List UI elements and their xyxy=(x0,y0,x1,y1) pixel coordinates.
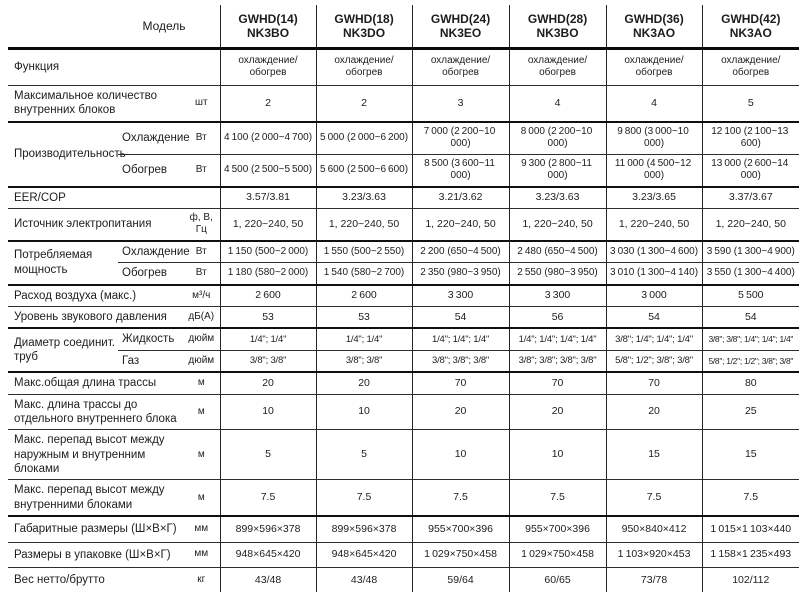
model-name-line1: GWHD(28) xyxy=(527,12,588,26)
value-cell: 3.37/3.67 xyxy=(702,187,799,209)
spec-row-pipe-gas xyxy=(8,350,799,372)
model-header-gwhd24 xyxy=(412,5,509,48)
value-cell: 2 600 xyxy=(220,285,316,307)
value-cell: 7 000 (2 200~10 000) xyxy=(412,122,509,155)
value-cell: 1/4"; 1/4"; 1/4" xyxy=(412,328,509,350)
value-cell: 5/8"; 1/2"; 3/8"; 3/8" xyxy=(606,350,702,372)
model-header-gwhd14 xyxy=(220,5,316,48)
value-cell: 7.5 xyxy=(412,480,509,516)
value-cell: 7.5 xyxy=(509,480,606,516)
value-cell: 8 000 (2 200~10 000) xyxy=(509,122,606,155)
value-cell: 2 350 (980~3 950) xyxy=(412,263,509,285)
spec-row-power-input-cooling xyxy=(8,241,799,263)
model-name-line2: NK3DO xyxy=(343,26,386,41)
spec-row-pipe-liquid xyxy=(8,328,799,350)
value-cell: 3.23/3.63 xyxy=(316,187,412,209)
value-cell: 56 xyxy=(509,307,606,329)
unit-cell: Вт xyxy=(184,122,220,155)
spec-row-max-height-outdoor-indoor xyxy=(8,430,799,480)
value-cell: 1, 220~240, 50 xyxy=(412,208,509,241)
row-label: Макс. перепад высот между наружным и внутренним блоками xyxy=(8,430,184,480)
model-header-gwhd28 xyxy=(509,5,606,48)
sub-label: Охлаждение xyxy=(118,241,184,263)
model-header-gwhd42 xyxy=(702,5,799,48)
value-cell: 11 000 (4 500~12 000) xyxy=(606,154,702,187)
value-cell: 3.57/3.81 xyxy=(220,187,316,209)
unit-cell: м xyxy=(184,394,220,430)
value-cell: 70 xyxy=(509,372,606,394)
row-label: Габаритные размеры (Ш×В×Г) xyxy=(8,516,184,542)
value-cell: 4 500 (2 500~5 500) xyxy=(220,154,316,187)
row-label: Функция xyxy=(14,61,60,74)
spec-row-max-height-indoor xyxy=(8,480,799,516)
value-cell: 2 xyxy=(220,85,316,121)
value-cell: 43/48 xyxy=(220,567,316,592)
value-cell: 70 xyxy=(606,372,702,394)
unit-cell: ф, В, Гц xyxy=(184,208,220,241)
unit-cell xyxy=(184,187,220,209)
value-cell: охлаждение/обогрев xyxy=(509,48,606,85)
spec-row-max-indoor-units xyxy=(8,85,799,121)
value-cell: 948×645×420 xyxy=(316,542,412,567)
unit-cell: м xyxy=(184,372,220,394)
spec-row-max-single-length xyxy=(8,394,799,430)
value-cell: 25 xyxy=(702,394,799,430)
value-cell: 3.23/3.65 xyxy=(606,187,702,209)
value-cell: 7.5 xyxy=(220,480,316,516)
value-cell: 950×840×412 xyxy=(606,516,702,542)
value-cell: 9 300 (2 800~11 000) xyxy=(509,154,606,187)
value-cell: 10 xyxy=(509,430,606,480)
spec-row-dimensions xyxy=(8,516,799,542)
value-cell: 60/65 xyxy=(509,567,606,592)
value-cell: 3 300 xyxy=(412,285,509,307)
value-cell: 7.5 xyxy=(606,480,702,516)
model-name-line2: NK3BO xyxy=(247,26,290,41)
value-cell: 54 xyxy=(412,307,509,329)
unit-cell: мм xyxy=(184,542,220,567)
value-cell: 3 590 (1 300~4 900) xyxy=(702,241,799,263)
value-cell: 8 500 (3 600~11 000) xyxy=(412,154,509,187)
unit-cell: дюйм xyxy=(184,328,220,350)
value-cell: 3 xyxy=(412,85,509,121)
value-cell: 4 xyxy=(509,85,606,121)
value-cell: 3.21/3.62 xyxy=(412,187,509,209)
model-name-line2: NK3EO xyxy=(439,26,482,41)
row-label: Макс. длина трассы до отдельного внутреннего блока xyxy=(8,394,184,430)
value-cell: 4 100 (2 000~4 700) xyxy=(220,122,316,155)
spec-row-sound-pressure xyxy=(8,307,799,329)
model-name-line1: GWHD(42) xyxy=(721,12,781,26)
value-cell: 2 xyxy=(316,85,412,121)
value-cell: 3/8"; 1/4"; 1/4"; 1/4" xyxy=(606,328,702,350)
value-cell: 15 xyxy=(606,430,702,480)
unit-cell: Вт xyxy=(184,154,220,187)
unit-cell: м³/ч xyxy=(184,285,220,307)
unit-cell: шт xyxy=(184,85,220,121)
value-cell: 2 200 (650~4 500) xyxy=(412,241,509,263)
sub-label: Обогрев xyxy=(118,263,184,285)
spec-sheet xyxy=(0,5,806,586)
value-cell: 3 000 xyxy=(606,285,702,307)
model-name-line1: GWHD(24) xyxy=(430,12,491,26)
spec-row-power-input-heating xyxy=(8,263,799,285)
value-cell: 955×700×396 xyxy=(509,516,606,542)
value-cell: 20 xyxy=(509,394,606,430)
row-label: Макс.общая длина трассы xyxy=(8,372,184,394)
model-name-line1: GWHD(36) xyxy=(624,12,684,26)
value-cell: 3 550 (1 300~4 400) xyxy=(702,263,799,285)
value-cell: 3 010 (1 300~4 140) xyxy=(606,263,702,285)
value-cell: 1 180 (580~2 000) xyxy=(220,263,316,285)
spec-table xyxy=(8,5,799,592)
value-cell: 1 029×750×458 xyxy=(509,542,606,567)
row-label: Макс. перепад высот между внутренними блоками xyxy=(8,480,184,516)
value-cell: 3/8"; 3/8"; 3/8" xyxy=(412,350,509,372)
value-cell: 54 xyxy=(702,307,799,329)
sub-label: Обогрев xyxy=(118,154,184,187)
value-cell: 5 500 xyxy=(702,285,799,307)
model-name-line2: NK3AO xyxy=(729,26,772,41)
value-cell: 3/8"; 3/8"; 3/8"; 3/8" xyxy=(509,350,606,372)
value-cell: 3 300 xyxy=(509,285,606,307)
value-cell: 1/4"; 1/4" xyxy=(316,328,412,350)
value-cell: 3 030 (1 300~4 600) xyxy=(606,241,702,263)
value-cell: 53 xyxy=(220,307,316,329)
value-cell: 3.23/3.63 xyxy=(509,187,606,209)
spec-row-capacity-cooling xyxy=(8,122,799,155)
sub-label: Газ xyxy=(118,350,184,372)
value-cell: 1 158×1 235×493 xyxy=(702,542,799,567)
value-cell: 5 xyxy=(702,85,799,121)
sub-label: Жидкость xyxy=(118,328,184,350)
spec-row-eer-cop xyxy=(8,187,799,209)
value-cell: 1, 220~240, 50 xyxy=(702,208,799,241)
value-cell: 3/8"; 3/8"; 1/4"; 1/4"; 1/4" xyxy=(702,328,799,350)
value-cell: 73/78 xyxy=(606,567,702,592)
row-label: Вес нетто/брутто xyxy=(8,567,184,592)
value-cell: 1/4"; 1/4" xyxy=(220,328,316,350)
unit-cell: Вт xyxy=(184,241,220,263)
spec-row-air-flow xyxy=(8,285,799,307)
group-label: Производительность xyxy=(8,122,118,187)
value-cell: 1, 220~240, 50 xyxy=(316,208,412,241)
value-cell: 1 015×1 103×440 xyxy=(702,516,799,542)
value-cell: 80 xyxy=(702,372,799,394)
spec-row-capacity-heating xyxy=(8,154,799,187)
value-cell: 9 800 (3 000~10 000) xyxy=(606,122,702,155)
model-name-line1: GWHD(18) xyxy=(334,12,394,26)
value-cell: 3/8"; 3/8" xyxy=(316,350,412,372)
unit-cell: Вт xyxy=(184,263,220,285)
unit-cell: кг xyxy=(184,567,220,592)
model-header-gwhd18 xyxy=(316,5,412,48)
model-header-gwhd36 xyxy=(606,5,702,48)
value-cell: 5/8"; 1/2"; 1/2"; 3/8"; 3/8" xyxy=(702,350,799,372)
row-label: EER/COP xyxy=(8,187,184,209)
value-cell: 5 xyxy=(316,430,412,480)
unit-cell: м xyxy=(184,480,220,516)
value-cell: 20 xyxy=(316,372,412,394)
spec-row-function xyxy=(8,48,799,85)
value-cell: 12 100 (2 100~13 600) xyxy=(702,122,799,155)
spec-row-package-dimensions xyxy=(8,542,799,567)
model-name-line2: NK3AO xyxy=(633,26,676,41)
spec-row-max-total-length xyxy=(8,372,799,394)
spec-row-power-supply xyxy=(8,208,799,241)
value-cell: 1 540 (580~2 700) xyxy=(316,263,412,285)
value-cell: 1, 220~240, 50 xyxy=(606,208,702,241)
value-cell: 1, 220~240, 50 xyxy=(220,208,316,241)
value-cell: 53 xyxy=(316,307,412,329)
value-cell: охлаждение/обогрев xyxy=(316,48,412,85)
value-cell: 10 xyxy=(220,394,316,430)
value-cell: 10 xyxy=(316,394,412,430)
value-cell: 2 550 (980~3 950) xyxy=(509,263,606,285)
value-cell: 20 xyxy=(220,372,316,394)
value-cell: 5 000 (2 000~6 200) xyxy=(316,122,412,155)
value-cell: охлаждение/обогрев xyxy=(606,48,702,85)
row-label: Источник электропитания xyxy=(8,208,184,241)
row-label: Расход воздуха (макс.) xyxy=(8,285,184,307)
row-label: Уровень звукового давления xyxy=(8,307,184,329)
model-name-line1: GWHD(14) xyxy=(238,12,298,26)
value-cell: 10 xyxy=(412,430,509,480)
value-cell: 13 000 (2 600~14 000) xyxy=(702,154,799,187)
value-cell: 15 xyxy=(702,430,799,480)
spec-row-net-gross-weight xyxy=(8,567,799,592)
value-cell: 7.5 xyxy=(702,480,799,516)
value-cell: 20 xyxy=(412,394,509,430)
value-cell: 1 150 (500~2 000) xyxy=(220,241,316,263)
value-cell: 102/112 xyxy=(702,567,799,592)
value-cell: 54 xyxy=(606,307,702,329)
value-cell: охлаждение/обогрев xyxy=(220,48,316,85)
group-label: Потребляемая мощность xyxy=(8,241,118,285)
value-cell: 43/48 xyxy=(316,567,412,592)
sub-label: Охлаждение xyxy=(118,122,184,155)
unit-cell: мм xyxy=(184,516,220,542)
value-cell: охлаждение/обогрев xyxy=(412,48,509,85)
unit-cell: дБ(А) xyxy=(184,307,220,329)
table-header-row xyxy=(8,5,799,48)
unit-cell: дюйм xyxy=(184,350,220,372)
unit-cell xyxy=(184,48,220,85)
value-cell: 1 550 (500~2 550) xyxy=(316,241,412,263)
value-cell: 2 600 xyxy=(316,285,412,307)
value-cell: 1 029×750×458 xyxy=(412,542,509,567)
value-cell: 5 xyxy=(220,430,316,480)
value-cell: 70 xyxy=(412,372,509,394)
value-cell: 2 480 (650~4 500) xyxy=(509,241,606,263)
model-name-line2: NK3BO xyxy=(536,26,579,41)
value-cell: 1/4"; 1/4"; 1/4"; 1/4" xyxy=(509,328,606,350)
value-cell: 20 xyxy=(606,394,702,430)
unit-cell: м xyxy=(184,430,220,480)
value-cell: 59/64 xyxy=(412,567,509,592)
value-cell: 1 103×920×453 xyxy=(606,542,702,567)
value-cell: 1, 220~240, 50 xyxy=(509,208,606,241)
group-label: Диаметр соединит. труб xyxy=(8,328,118,372)
value-cell: 5 600 (2 500~6 600) xyxy=(316,154,412,187)
value-cell: 899×596×378 xyxy=(220,516,316,542)
value-cell: охлаждение/обогрев xyxy=(702,48,799,85)
row-label: Максимальное количество внутренних блоков xyxy=(8,85,184,121)
value-cell: 899×596×378 xyxy=(316,516,412,542)
value-cell: 7.5 xyxy=(316,480,412,516)
model-column-label: Модель xyxy=(8,5,220,48)
value-cell: 955×700×396 xyxy=(412,516,509,542)
value-cell: 3/8"; 3/8" xyxy=(220,350,316,372)
row-label: Размеры в упаковке (Ш×В×Г) xyxy=(8,542,184,567)
value-cell: 4 xyxy=(606,85,702,121)
value-cell: 948×645×420 xyxy=(220,542,316,567)
